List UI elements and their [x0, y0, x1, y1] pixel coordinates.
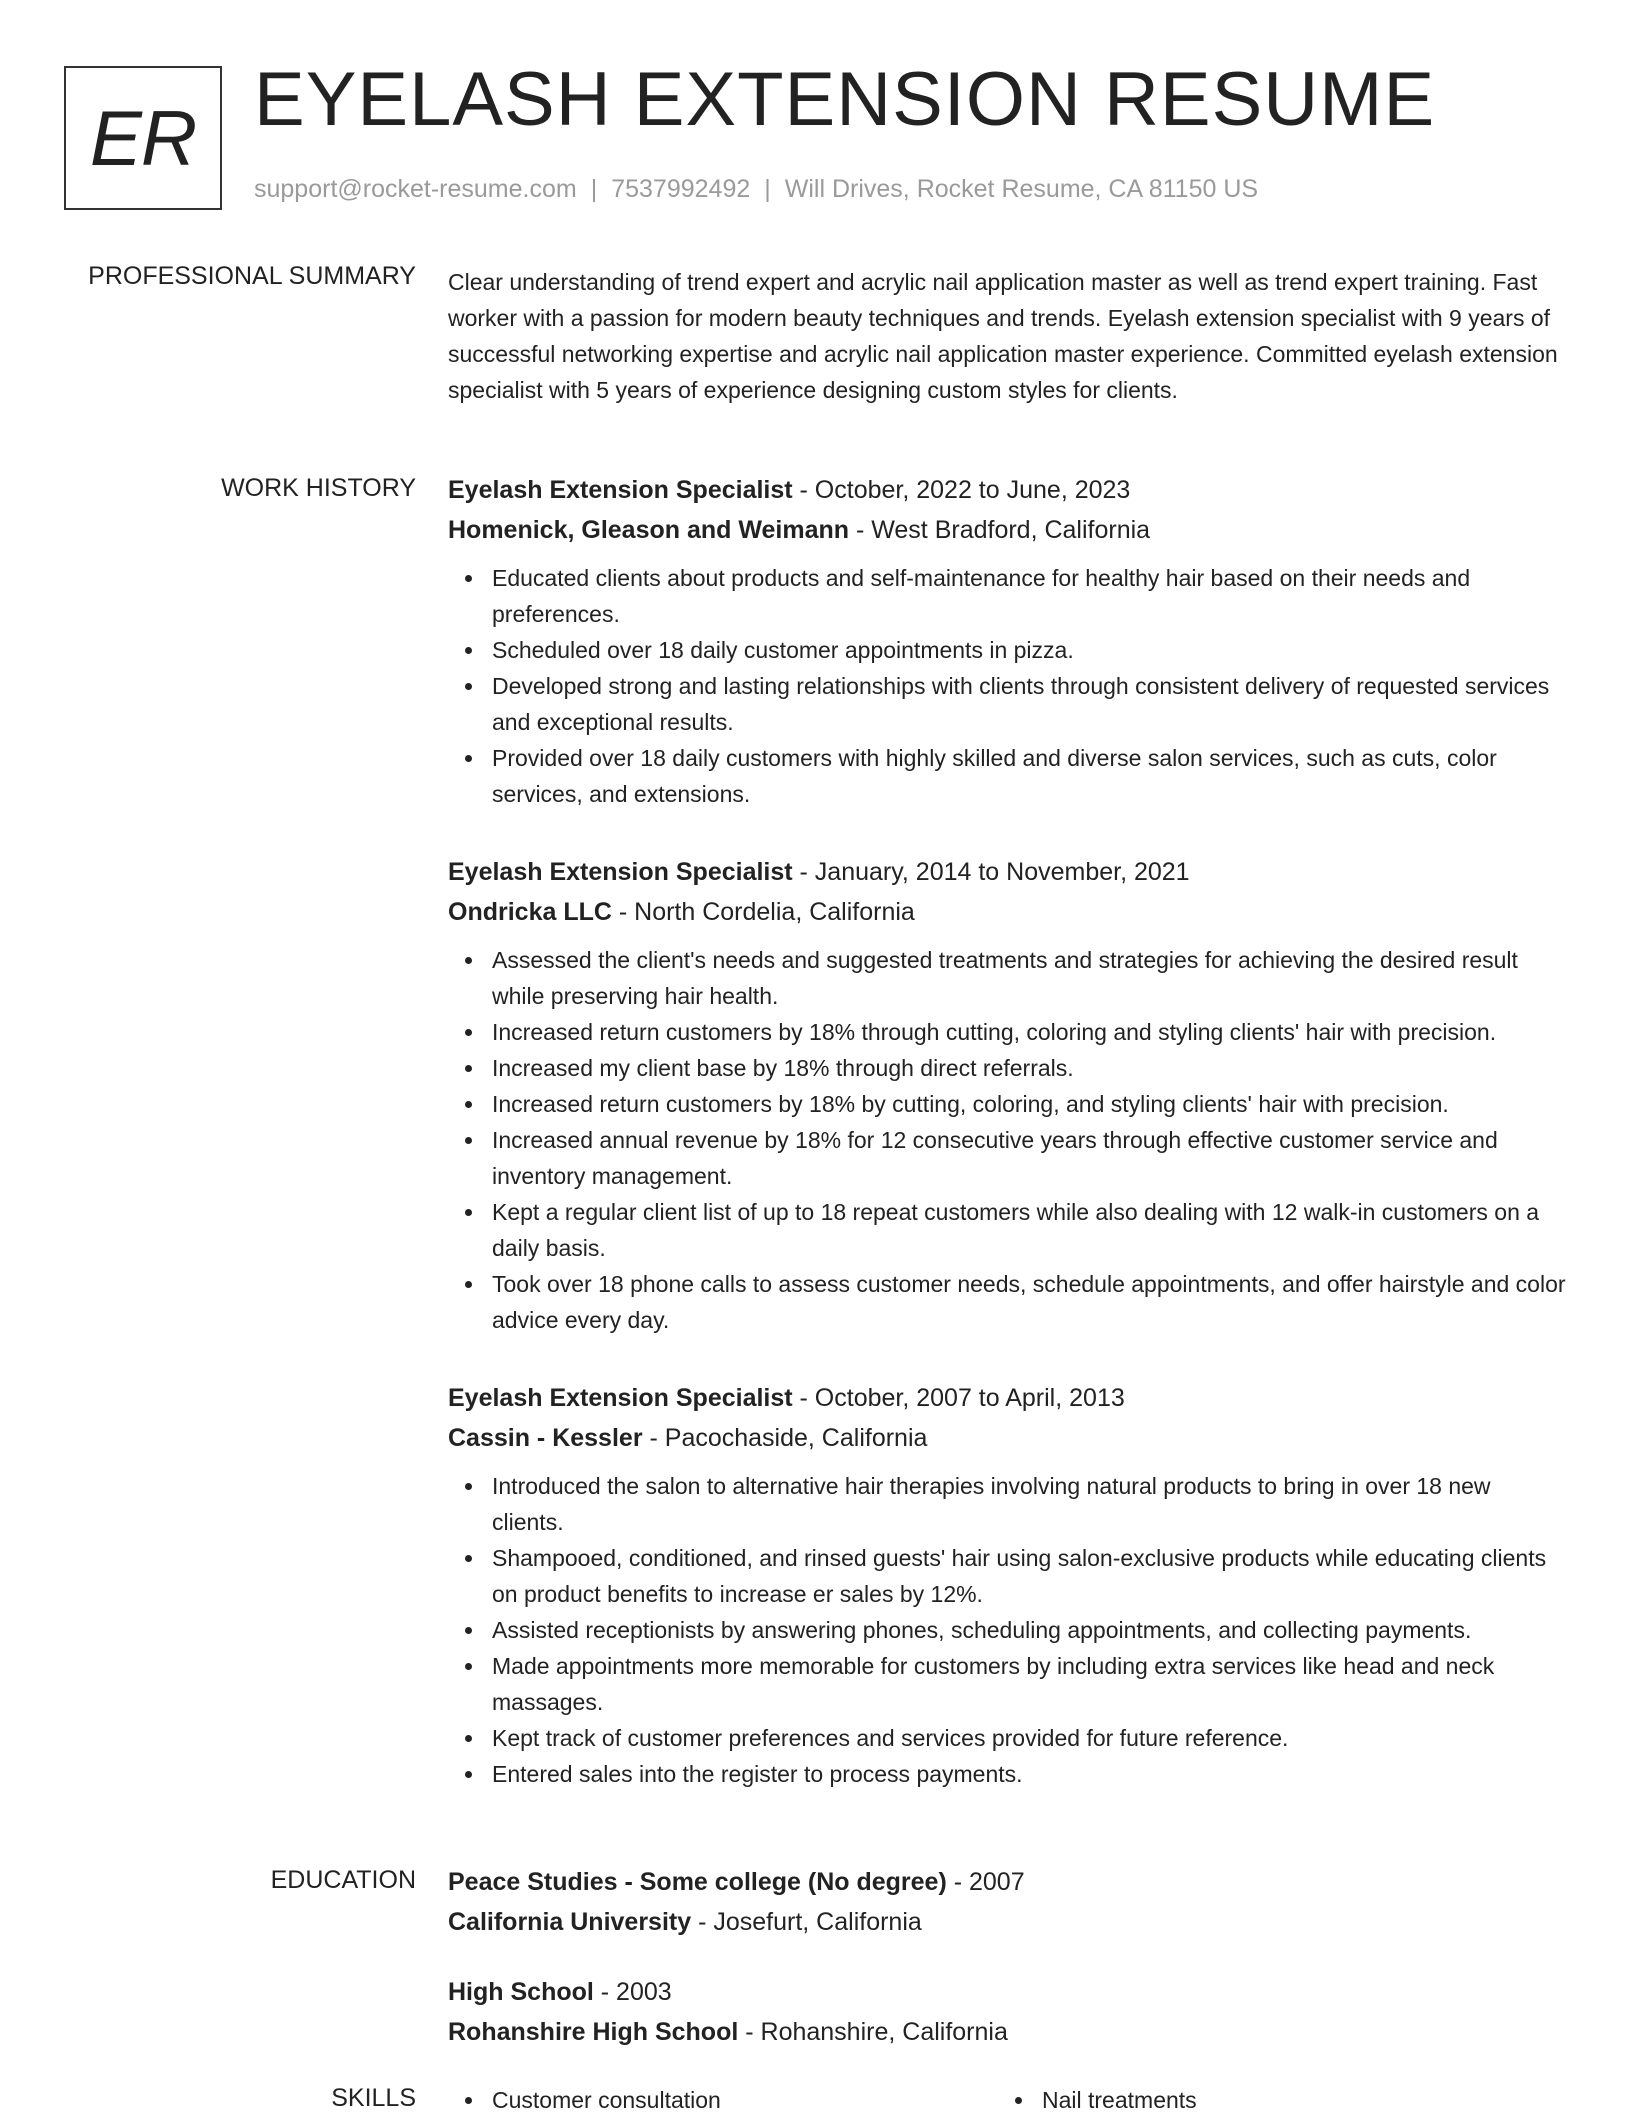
education-degree-line — [448, 1862, 1568, 1902]
section-label-work-history: WORK HISTORY — [221, 474, 416, 502]
skill-item: Nail treatments — [998, 2082, 1548, 2112]
job-location: - Pacochaside, California — [642, 1424, 928, 1452]
contact-address: Will Drives, Rocket Resume, CA 81150 US — [784, 175, 1259, 203]
list-item: Assessed the client's needs and suggested treatments and strategies for achieving the desired result while preserving hair health. — [448, 942, 1568, 1014]
job-company: Homenick, Gleason and Weimann — [448, 516, 850, 544]
contact-separator: | — [764, 175, 771, 203]
job-company-line — [448, 1418, 1568, 1458]
list-item: Increased return customers by 18% by cutting, coloring, and styling clients' hair with precision. — [448, 1086, 1568, 1122]
job-dates: - October, 2007 to April, 2013 — [792, 1384, 1125, 1412]
job-entry — [448, 852, 1568, 1338]
education-year: - 2007 — [946, 1868, 1025, 1896]
education-school: California University — [448, 1908, 692, 1936]
list-item: Took over 18 phone calls to assess customer needs, schedule appointments, and offer hairstyle and color advice every day. — [448, 1266, 1568, 1338]
contact-phone[interactable]: 7537992492 — [611, 175, 751, 203]
education-degree: High School — [448, 1978, 594, 2006]
section-label-summary: PROFESSIONAL SUMMARY — [88, 262, 416, 290]
job-location: - North Cordelia, California — [611, 898, 915, 926]
education-school-line — [448, 2012, 1568, 2052]
education-school-line — [448, 1902, 1568, 1942]
education-location: - Josefurt, California — [691, 1908, 922, 1936]
monogram-logo: ER — [64, 66, 222, 210]
job-title-line — [448, 852, 1568, 892]
education-school: Rohanshire High School — [448, 2018, 739, 2046]
section-label-skills: SKILLS — [331, 2084, 416, 2112]
contact-line — [254, 175, 1258, 204]
education-entry — [448, 1972, 1568, 2052]
job-title-line — [448, 1378, 1568, 1418]
job-entry — [448, 470, 1568, 812]
skills-column-right — [998, 2082, 1548, 2112]
job-company: Cassin - Kessler — [448, 1424, 643, 1452]
list-item: Increased return customers by 18% through cutting, coloring and styling clients' hair with precision. — [448, 1014, 1568, 1050]
job-company-line — [448, 892, 1568, 932]
list-item: Shampooed, conditioned, and rinsed guests' hair using salon-exclusive products while educating clients on product benefits to increase er sales by 12%. — [448, 1540, 1568, 1612]
section-label-education: EDUCATION — [270, 1866, 416, 1894]
list-item: Educated clients about products and self-maintenance for healthy hair based on their needs and preferences. — [448, 560, 1568, 632]
skills-column-left — [448, 2082, 998, 2112]
summary-text: Clear understanding of trend expert and acrylic nail application master as well as trend expert training. Fast worker with a passion for modern beauty techniques and trends. Eyelash extension specialist with 9 years of successful networking expertise and acrylic nail application master experience. Committed eyelash extension specialist with 5 years of experience designing custom styles for clients. — [448, 269, 1558, 403]
list-item: Increased my client base by 18% through direct referrals. — [448, 1050, 1568, 1086]
contact-email[interactable]: support@rocket-resume.com — [254, 175, 577, 203]
job-location: - West Bradford, California — [849, 516, 1151, 544]
job-title: Eyelash Extension Specialist — [448, 476, 793, 504]
list-item: Assisted receptionists by answering phones, scheduling appointments, and collecting payments. — [448, 1612, 1568, 1648]
education-degree-line — [448, 1972, 1568, 2012]
list-item: Entered sales into the register to process payments. — [448, 1756, 1568, 1792]
list-item: Scheduled over 18 daily customer appointments in pizza. — [448, 632, 1568, 668]
job-company: Ondricka LLC — [448, 898, 612, 926]
list-item: Made appointments more memorable for customers by including extra services like head and neck massages. — [448, 1648, 1568, 1720]
education-year: - 2003 — [593, 1978, 672, 2006]
list-item: Developed strong and lasting relationships with clients through consistent delivery of requested services and exceptional results. — [448, 668, 1568, 740]
job-bullets — [448, 1468, 1568, 1792]
education-location: - Rohanshire, California — [738, 2018, 1008, 2046]
skills-grid — [448, 2082, 1568, 2112]
list-item: Introduced the salon to alternative hair therapies involving natural products to bring in over 18 new clients. — [448, 1468, 1568, 1540]
list-item: Kept track of customer preferences and services provided for future reference. — [448, 1720, 1568, 1756]
list-item: Provided over 18 daily customers with highly skilled and diverse salon services, such as cuts, color services, and extensions. — [448, 740, 1568, 812]
job-title: Eyelash Extension Specialist — [448, 1384, 793, 1412]
job-entry — [448, 1378, 1568, 1792]
job-bullets — [448, 942, 1568, 1338]
job-company-line — [448, 510, 1568, 550]
list-item: Increased annual revenue by 18% for 12 consecutive years through effective customer service and inventory management. — [448, 1122, 1568, 1194]
job-title: Eyelash Extension Specialist — [448, 858, 793, 886]
page-title: EYELASH EXTENSION RESUME — [254, 57, 1436, 142]
education-degree: Peace Studies - Some college (No degree) — [448, 1868, 947, 1896]
contact-separator: | — [590, 175, 598, 203]
job-dates: - October, 2022 to June, 2023 — [792, 476, 1131, 504]
job-dates: - January, 2014 to November, 2021 — [792, 858, 1190, 886]
job-title-line — [448, 470, 1568, 510]
education-entry — [448, 1862, 1568, 1942]
job-bullets — [448, 560, 1568, 812]
skill-item: Customer consultation — [448, 2082, 998, 2112]
list-item: Kept a regular client list of up to 18 repeat customers while also dealing with 12 walk-in customers on a daily basis. — [448, 1194, 1568, 1266]
